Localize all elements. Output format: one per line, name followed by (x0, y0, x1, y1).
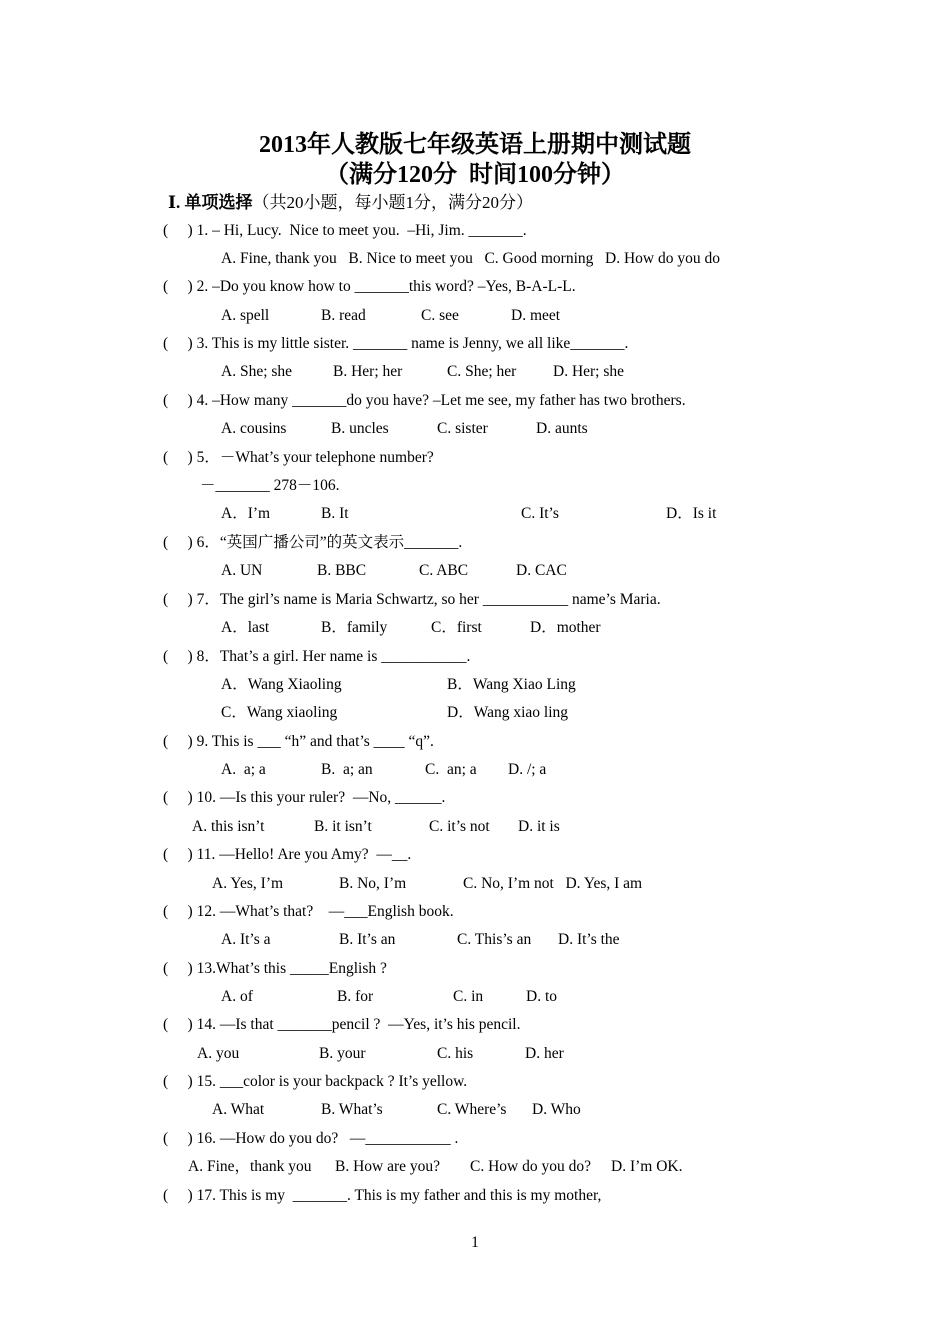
q5-option-c: C. It’s (521, 505, 559, 522)
q7-option-a: A．last (221, 619, 270, 636)
q6-option-a: A. UN (221, 562, 263, 579)
q10-option-c: C. it’s not (429, 818, 490, 835)
question-8: ( ) 8．That’s a girl. Her name is ___________. (163, 648, 471, 665)
question-3: ( ) 3. This is my little sister. _______ name is Jenny, we all like_______. (163, 335, 629, 352)
question-12: ( ) 12. —What’s that? —___English book. (163, 903, 454, 920)
q9-option-a: A. a; a (221, 761, 266, 778)
q9-option-c: C. an; a (425, 761, 477, 778)
q13-option-a: A. of (221, 988, 253, 1005)
q7-option-b: B．family (321, 619, 388, 636)
question-13: ( ) 13.What’s this _____English ? (163, 960, 387, 977)
q16-option-b: B. How are you? (335, 1158, 441, 1175)
q9-option-d: D. /; a (508, 761, 547, 778)
q16-option-a: A. Fine，thank you (188, 1158, 312, 1175)
q11-option-b: B. No, I’m (339, 875, 407, 892)
q13-option-c: C. in (453, 988, 484, 1005)
q16-option-d: D. I’m OK. (611, 1158, 683, 1175)
q11-option-a: A. Yes, I’m (212, 875, 284, 892)
question-15: ( ) 15. ___color is your backpack ? It’s yellow. (163, 1073, 468, 1090)
q3-option-b: B. Her; her (333, 363, 403, 380)
section-heading (168, 192, 533, 214)
q16-option-c: C. How do you do? (470, 1158, 591, 1175)
question-1: ( ) 1. – Hi, Lucy. Nice to meet you. –Hi, Jim. _______. (163, 222, 527, 239)
q8-option-d: D．Wang xiao ling (447, 704, 569, 721)
q3-option-c: C. She; her (447, 363, 517, 380)
q6-option-d: D. CAC (516, 562, 567, 579)
q15-option-a: A. What (212, 1101, 265, 1118)
q14-option-c: C. his (437, 1045, 474, 1062)
q6-option-c: C. ABC (419, 562, 469, 579)
q15-option-b: B. What’s (321, 1101, 383, 1118)
q2-option-b: B. read (321, 307, 366, 324)
q12-option-c: C. This’s an (457, 931, 532, 948)
q12-option-a: A. It’s a (221, 931, 271, 948)
q6-option-b: B. BBC (317, 562, 367, 579)
q3-option-d: D. Her; she (553, 363, 625, 380)
q3-option-a: A. She; she (221, 363, 293, 380)
q13-option-b: B. for (337, 988, 374, 1005)
q2-option-c: C. see (421, 307, 459, 324)
question-16: ( ) 16. —How do you do? —___________ . (163, 1130, 459, 1147)
question-10: ( ) 10. —Is this your ruler? —No, ______. (163, 789, 446, 806)
question-2: ( ) 2. –Do you know how to _______this word? –Yes, B-A-L-L. (163, 278, 576, 295)
question-7: ( ) 7．The girl’s name is Maria Schwartz, so her ___________ name’s Maria. (163, 591, 661, 608)
q5-reply: －_______ 278－106. (200, 477, 340, 494)
q4-option-b: B. uncles (331, 420, 389, 437)
q4-option-d: D. aunts (536, 420, 588, 437)
q13-option-d: D. to (526, 988, 557, 1005)
question-6: ( ) 6．“英国广播公司”的英文表示_______. (163, 534, 463, 551)
q12-option-b: B. It’s an (339, 931, 396, 948)
q8-option-c: C．Wang xiaoling (221, 704, 338, 721)
page-subtitle: （满分120分 时间100分钟） (325, 162, 625, 188)
question-11: ( ) 11. —Hello! Are you Amy? —__. (163, 846, 412, 863)
page-title: 2013年人教版七年级英语上册期中测试题 (259, 132, 691, 158)
question-14: ( ) 14. —Is that _______pencil ? —Yes, it’s his pencil. (163, 1016, 521, 1033)
question-17: ( ) 17. This is my _______. This is my father and this is my mother, (163, 1187, 602, 1204)
section-note: （共20小题，每小题1分，满分20分） (252, 193, 533, 212)
q15-option-d: D. Who (532, 1101, 581, 1118)
q2-option-a: A. spell (221, 307, 270, 324)
q4-option-c: C. sister (437, 420, 488, 437)
q10-option-a: A. this isn’t (192, 818, 265, 835)
q9-option-b: B. a; an (321, 761, 373, 778)
q5-option-b: B. It (321, 505, 349, 522)
q2-option-d: D. meet (511, 307, 561, 324)
q12-option-d: D. It’s the (558, 931, 620, 948)
question-5: ( ) 5．－What’s your telephone number? (163, 449, 434, 466)
question-4: ( ) 4. –How many _______do you have? –Let me see, my father has two brothers. (163, 392, 686, 409)
q1-options: A. Fine, thank you B. Nice to meet you C. Good morning D. How do you do (221, 250, 720, 267)
q14-option-b: B. your (319, 1045, 366, 1062)
question-9: ( ) 9. This is ___ “h” and that’s ____ “q”. (163, 733, 434, 750)
section-title: Ⅰ. 单项选择 (168, 193, 253, 212)
q10-option-b: B. it isn’t (314, 818, 372, 835)
q8-option-b: B．Wang Xiao Ling (447, 676, 576, 693)
q10-option-d: D. it is (518, 818, 560, 835)
q5-option-a: A．I’m (221, 505, 271, 522)
q14-option-d: D. her (525, 1045, 564, 1062)
page-number: 1 (471, 1234, 479, 1251)
q14-option-a: A. you (197, 1045, 240, 1062)
q11-option-cd: C. No, I’m not D. Yes, I am (463, 875, 643, 892)
q8-option-a: A．Wang Xiaoling (221, 676, 342, 693)
q5-option-d: D．Is it (666, 505, 717, 522)
q7-option-d: D．mother (530, 619, 601, 636)
q4-option-a: A. cousins (221, 420, 287, 437)
q15-option-c: C. Where’s (437, 1101, 507, 1118)
q7-option-c: C．first (431, 619, 482, 636)
